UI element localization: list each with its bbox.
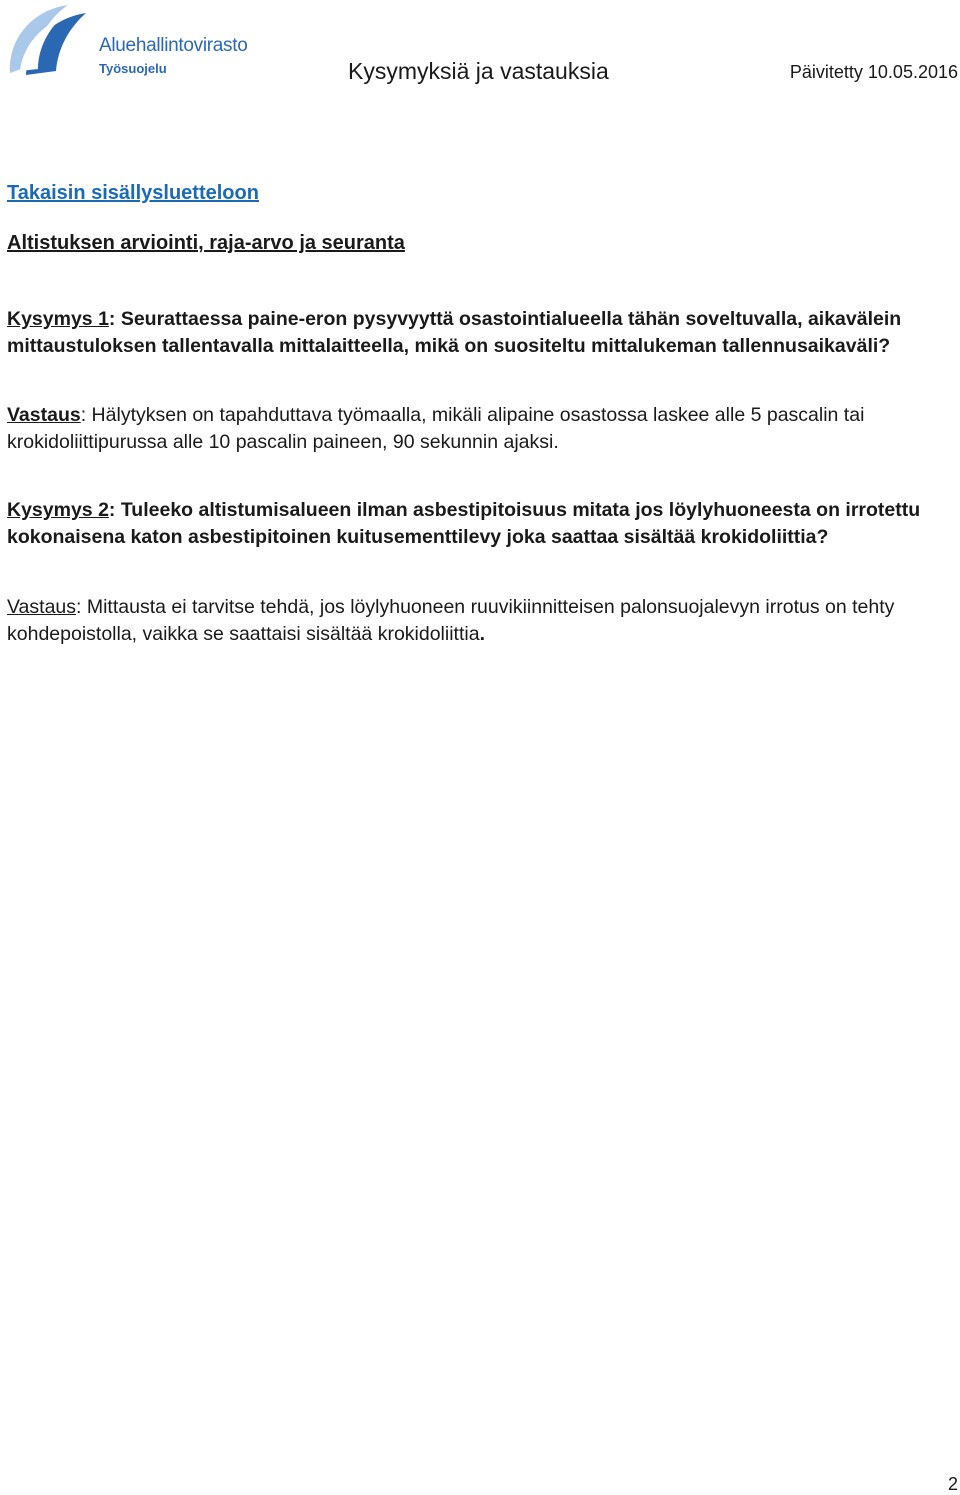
answer-1 [7,402,953,456]
logo-emblem-icon [6,3,90,79]
answer-end-period: . [479,623,485,645]
updated-date: Päivitetty 10.05.2016 [789,62,958,82]
org-name: Aluehallintovirasto [99,35,248,56]
question-1 [7,306,953,360]
page-number: 2 [947,1474,958,1494]
question-text: : Tuleeko altistumisalueen ilman asbestipitoisuus mitata jos löylyhuoneesta on irrotettu kokonaisena katon asbestipitoinen kuitusementtilevy joka saattaa sisältää krokidoliittia? [7,499,921,548]
answer-2 [7,594,953,648]
org-logo [6,3,266,79]
question-text: : Seurattaessa paine-eron pysyvyyttä osastointialueella tähän soveltuvalla, aikavälein mittaustuloksen tallentavalla mittalaitteella, mikä on suositeltu mittalukeman tallennusaikaväli? [7,308,902,357]
org-unit: Työsuojelu [99,61,167,76]
question-2 [7,497,953,551]
answer-label: Vastaus [7,596,77,618]
answer-text: : Hälytyksen on tapahduttava työmaalla, mikäli alipaine osastossa laskee alle 5 pascalin tai krokidoliittipurussa alle 10 pascalin paineen, 90 sekunnin ajaksi. [7,404,865,453]
back-to-toc-link[interactable]: Takaisin sisällysluetteloon [7,182,259,204]
question-label: Kysymys 2 [7,499,109,521]
document-title: Kysymyksiä ja vastauksia [348,58,609,84]
answer-label: Vastaus [7,404,81,426]
question-label: Kysymys 1 [7,308,109,330]
answer-text: : Mittausta ei tarvitse tehdä, jos löylyhuoneen ruuvikiinnitteisen palonsuojalevyn irrotus on tehty kohdepoistolla, vaikka se saattaisi sisältää krokidoliittia [7,596,895,645]
section-title: Altistuksen arviointi, raja-arvo ja seuranta [7,232,405,254]
